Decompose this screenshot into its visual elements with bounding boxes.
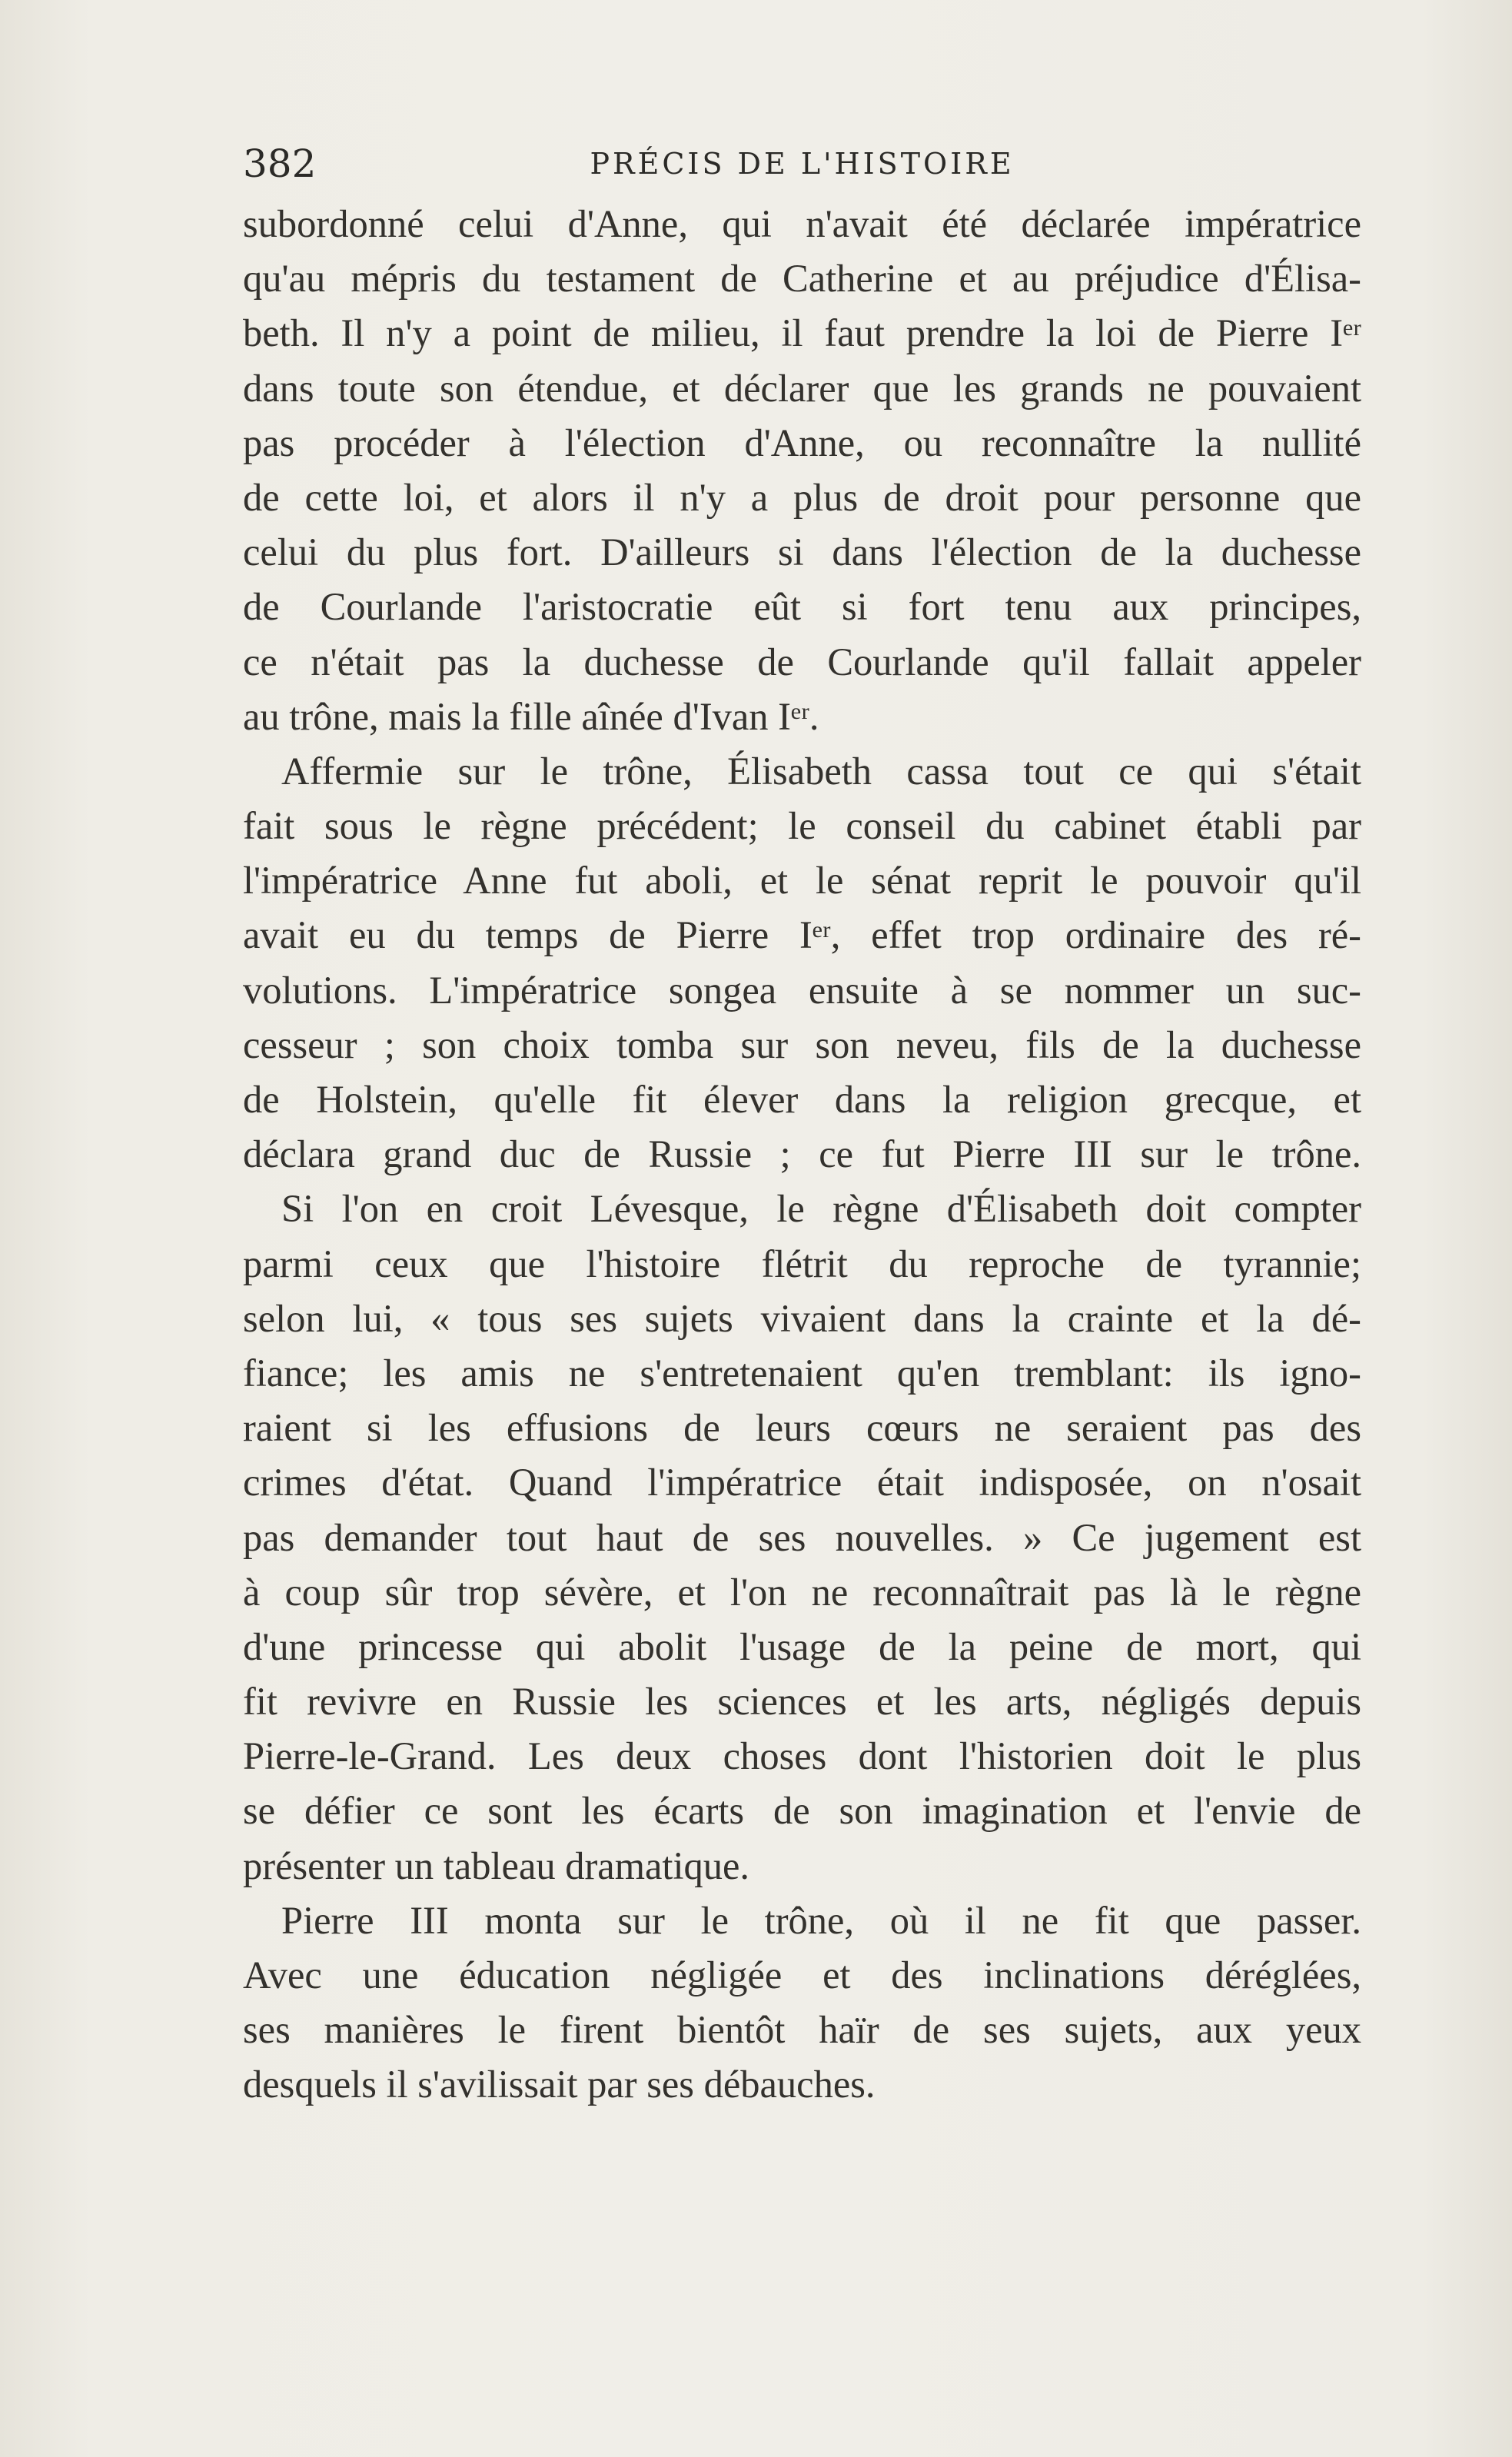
page-header bbox=[243, 137, 1361, 191]
text-line: de Holstein, qu'elle fit élever dans la religion grecque, et bbox=[243, 1078, 1361, 1121]
text-line: fit revivre en Russie les sciences et les arts, négligés depuis bbox=[243, 1680, 1361, 1724]
text-line: fiance; les amis ne s'entretenaient qu'en tremblant: ils igno- bbox=[243, 1351, 1361, 1395]
text-line: parmi ceux que l'histoire flétrit du reproche de tyrannie; bbox=[243, 1242, 1361, 1285]
text-line: d'une princesse qui abolit l'usage de la peine de mort, qui bbox=[243, 1624, 1361, 1668]
text-line: à coup sûr trop sévère, et l'on ne reconnaîtrait pas là le règne bbox=[243, 1570, 1361, 1614]
text-line: Si l'on en croit Lévesque, le règne d'Élisabeth doit compter bbox=[281, 1187, 1361, 1231]
text-line: ses manières le firent bientôt haïr de ses sujets, aux yeux bbox=[243, 2008, 1361, 2052]
text-line: Avec une éducation négligée et des inclinations déréglées, bbox=[243, 1953, 1361, 1997]
text-line: présenter un tableau dramatique. bbox=[243, 1844, 750, 1887]
paragraph bbox=[243, 744, 1361, 1182]
text-line: au trône, mais la fille aînée d'Ivan Iᵉʳ. bbox=[243, 694, 819, 738]
body-text bbox=[243, 197, 1361, 2113]
text-line: crimes d'état. Quand l'impératrice était indisposée, on n'osait bbox=[243, 1461, 1361, 1504]
text-line: de cette loi, et alors il n'y a plus de droit pour personne que bbox=[243, 475, 1361, 519]
text-line: l'impératrice Anne fut aboli, et le sénat reprit le pouvoir qu'il bbox=[243, 859, 1361, 903]
page-number: 382 bbox=[243, 141, 317, 186]
text-line: fait sous le règne précédent; le conseil du cabinet établi par bbox=[243, 804, 1361, 848]
text-line: ce n'était pas la duchesse de Courlande qu'il fallait appeler bbox=[243, 640, 1361, 683]
text-line: celui du plus fort. D'ailleurs si dans l'élection de la duchesse bbox=[243, 530, 1361, 574]
text-line: déclara grand duc de Russie ; ce fut Pierre III sur le trône. bbox=[243, 1132, 1361, 1176]
text-line: beth. Il n'y a point de milieu, il faut prendre la loi de Pierre Iᵉʳ bbox=[243, 311, 1361, 355]
text-line: Affermie sur le trône, Élisabeth cassa tout ce qui s'était bbox=[281, 749, 1361, 793]
text-line: avait eu du temps de Pierre Iᵉʳ, effet trop ordinaire des ré- bbox=[243, 913, 1361, 957]
text-line: selon lui, « tous ses sujets vivaient dans la crainte et la dé- bbox=[243, 1296, 1361, 1340]
text-line: dans toute son étendue, et déclarer que les grands ne pouvaient bbox=[243, 366, 1361, 410]
text-line: subordonné celui d'Anne, qui n'avait été déclarée impératrice bbox=[243, 202, 1361, 245]
paragraph bbox=[243, 197, 1361, 744]
text-line: se défier ce sont les écarts de son imagination et l'envie de bbox=[243, 1789, 1361, 1833]
paragraph bbox=[243, 1893, 1361, 2113]
text-line: pas procéder à l'élection d'Anne, ou reconnaître la nullité bbox=[243, 421, 1361, 464]
text-line: desquels il s'avilissait par ses débauches. bbox=[243, 2063, 876, 2106]
text-line: Pierre III monta sur le trône, où il ne fit que passer. bbox=[281, 1898, 1361, 1942]
text-line: volutions. L'impératrice songea ensuite à se nommer un suc- bbox=[243, 968, 1361, 1012]
running-head: PRÉCIS DE L'HISTOIRE bbox=[590, 147, 1015, 181]
paragraph bbox=[243, 1182, 1361, 1893]
text-line: raient si les effusions de leurs cœurs ne seraient pas des bbox=[243, 1406, 1361, 1450]
text-line: cesseur ; son choix tomba sur son neveu, fils de la duchesse bbox=[243, 1022, 1361, 1066]
text-line: Pierre-le-Grand. Les deux choses dont l'historien doit le plus bbox=[243, 1734, 1361, 1778]
text-line: pas demander tout haut de ses nouvelles. » Ce jugement est bbox=[243, 1515, 1361, 1559]
text-line: qu'au mépris du testament de Catherine et au préjudice d'Élisa- bbox=[243, 257, 1361, 301]
text-line: de Courlande l'aristocratie eût si fort tenu aux principes, bbox=[243, 585, 1361, 629]
